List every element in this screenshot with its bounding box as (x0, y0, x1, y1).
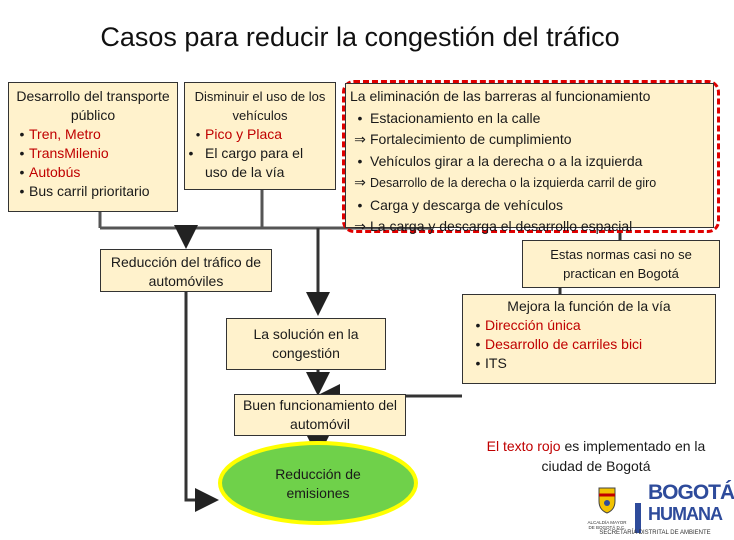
secretaria-label: SECRETARÍA DISTRITAL DE AMBIENTE (599, 530, 711, 536)
arrow-reduccion-to-emisiones (186, 292, 213, 500)
mejora-heading: Mejora la función de la vía (507, 298, 671, 314)
transporte-box (8, 82, 178, 212)
transporte-item: • TransMilenio (15, 144, 171, 163)
bullet-icon: • (475, 336, 481, 352)
barreras-item: • Carga y descarga de vehículos (350, 195, 709, 217)
bullet-icon: • (19, 126, 25, 142)
barreras-item: ⇒ La carga y descarga el desarrollo espacial (350, 216, 709, 238)
bullet-icon: • (475, 317, 481, 333)
reduccion-box: Reducción del tráfico de automóviles (100, 249, 272, 292)
transporte-item: • Autobús (15, 163, 171, 182)
vehiculos-item: • Pico y Placa (191, 125, 329, 144)
bogota-logo-line1: BOGOTÁ (648, 481, 734, 504)
barreras-item: ⇒ Desarrollo de la derecha o la izquierda carril de giro (350, 172, 709, 195)
bullet-icon: • (19, 145, 25, 161)
page-title: Casos para reducir la congestión del tráfico (100, 22, 620, 52)
barreras-item: • Vehículos girar a la derecha o a la izquierda (350, 151, 709, 173)
bullet-icon: • (475, 355, 481, 371)
transporte-item: • Bus carril prioritario (15, 182, 171, 201)
arrow-right-icon: ⇒ (354, 174, 366, 190)
barreras-box (345, 83, 714, 234)
alcaldia-shield-icon (585, 485, 629, 530)
transporte-item: • Tren, Metro (15, 125, 171, 144)
mejora-item: • Dirección única (471, 316, 707, 335)
bullet-icon: • (357, 109, 363, 126)
buen-box: Buen funcionamiento del automóvil (234, 394, 406, 436)
bullet-icon: • (19, 183, 25, 199)
bullet-icon: • (19, 164, 25, 180)
arrow-right-icon: ⇒ (354, 131, 366, 147)
emisiones-label: Reducción de emisiones (275, 466, 361, 501)
barreras-item: ⇒ Fortalecimiento de cumplimiento (350, 129, 709, 151)
bogota-note: El texto rojo es implementado en la ciudad de Bogotá (486, 438, 706, 474)
vehiculos-box (184, 82, 336, 190)
mejora-box (462, 294, 716, 384)
alcaldia-label: ALCALDÍA MAYOR DE BOGOTÁ D.C. (587, 520, 627, 530)
bullet-icon: • (357, 152, 363, 169)
logo-divider (635, 503, 641, 533)
arrow-right-icon: ⇒ (354, 218, 366, 234)
mejora-item: • ITS (471, 354, 707, 373)
normas-box: Estas normas casi no se practican en Bogotá (522, 240, 720, 288)
bullet-icon: • (195, 127, 201, 142)
solucion-box: La solución en la congestión (226, 318, 386, 370)
vehiculos-heading: Disminuir el uso de los vehículos (194, 89, 326, 123)
bogota-logo-line2: HUMANA (648, 504, 722, 524)
transporte-heading: Desarrollo del transporte público (16, 88, 170, 123)
bullet-icon: • (188, 145, 194, 161)
bullet-icon: • (357, 196, 363, 213)
barreras-heading: La eliminación de las barreras al funcionamiento (350, 88, 651, 104)
vehiculos-item: • El cargo para el uso de la vía (188, 145, 304, 180)
mejora-item: • Desarrollo de carriles bici (471, 335, 707, 354)
barreras-item: • Estacionamiento en la calle (350, 108, 709, 130)
